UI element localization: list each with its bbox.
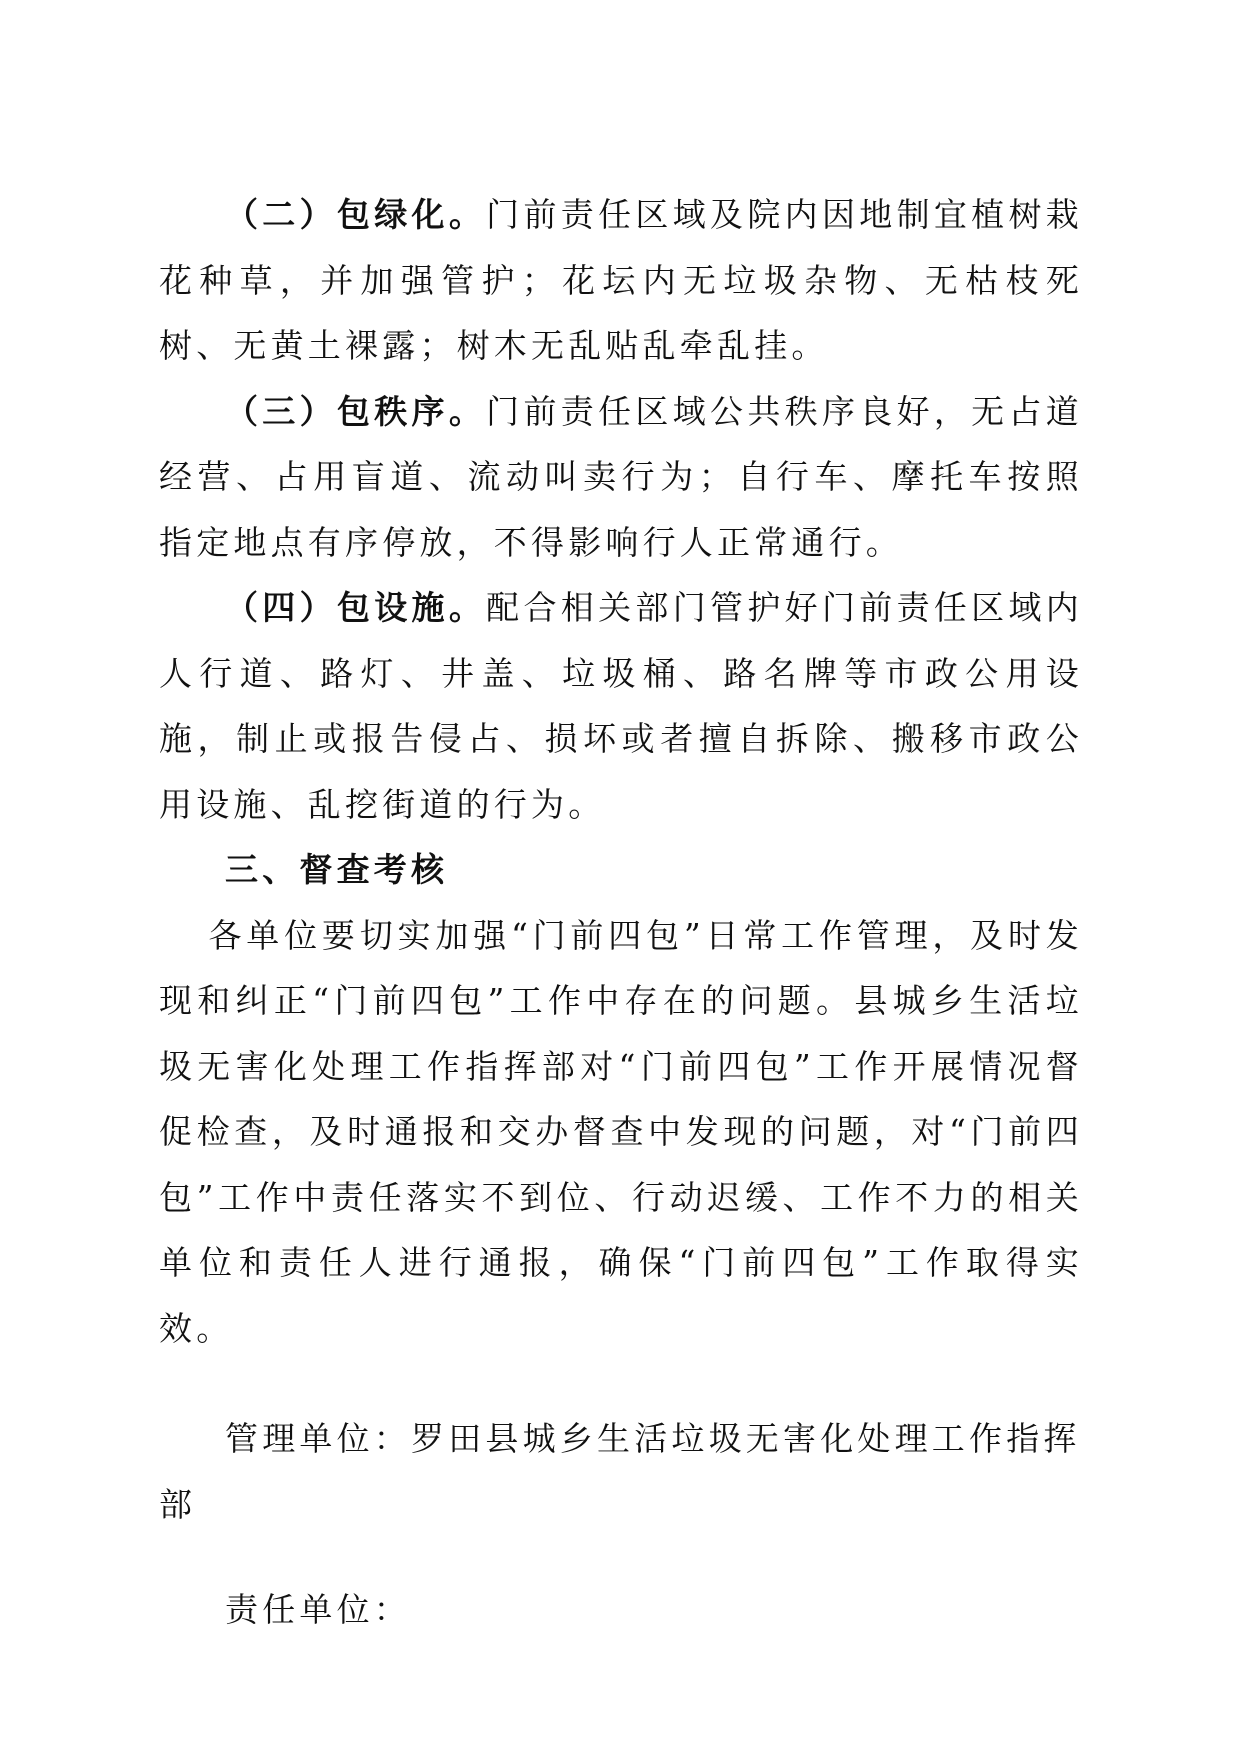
responsible-unit: 责任单位： bbox=[225, 1590, 411, 1629]
management-unit: 管理单位：罗田县城乡生活垃圾无害化处理工作指挥部 bbox=[159, 1419, 1081, 1524]
paragraph-facilities bbox=[159, 575, 1083, 837]
paragraph-order-text: 门前责任区域公共秩序良好，无占道经营、占用盲道、流动叫卖行为；自行车、摩托车按照指定地点有序停放，不得影响行人正常通行。 bbox=[159, 391, 1084, 562]
paragraph-order-lead: （三）包秩序。 bbox=[225, 391, 487, 431]
heading-inspection: 三、督查考核 bbox=[225, 850, 449, 889]
paragraph-inspection: 各单位要切实加强“门前四包”日常工作管理，及时发现和纠正“门前四包”工作中存在的问题。县城乡生活垃圾无害化处理工作指挥部对“门前四包”工作开展情况督促检查，及时通报和交办督查中发现的问题，对“门前四包”工作中责任落实不到位、行动迟缓、工作不力的相关单位和责任人进行通报，确保“门前四包”工作取得实效。 bbox=[159, 915, 1083, 1348]
paragraph-order bbox=[159, 379, 1083, 576]
paragraph-greening-lead: （二）包绿化。 bbox=[225, 195, 487, 234]
paragraph-greening-text: 门前责任区域及院内因地制宜植树栽花种草，并加强管护；花坛内无垃圾杂物、无枯枝死树、无黄土裸露；树木无乱贴乱牵乱挂。 bbox=[159, 195, 1084, 365]
spacer bbox=[159, 1361, 1083, 1406]
paragraph-facilities-lead: （四）包设施。 bbox=[225, 588, 487, 627]
spacer bbox=[159, 1537, 1083, 1577]
document-body bbox=[159, 182, 1083, 1643]
paragraph-facilities-text: 配合相关部门管护好门前责任区域内人行道、路灯、井盖、垃圾桶、路名牌等市政公用设施，制止或报告侵占、损坏或者擅自拆除、搬移市政公用设施、乱挖街道的行为。 bbox=[159, 588, 1084, 824]
paragraph-greening bbox=[159, 182, 1083, 379]
